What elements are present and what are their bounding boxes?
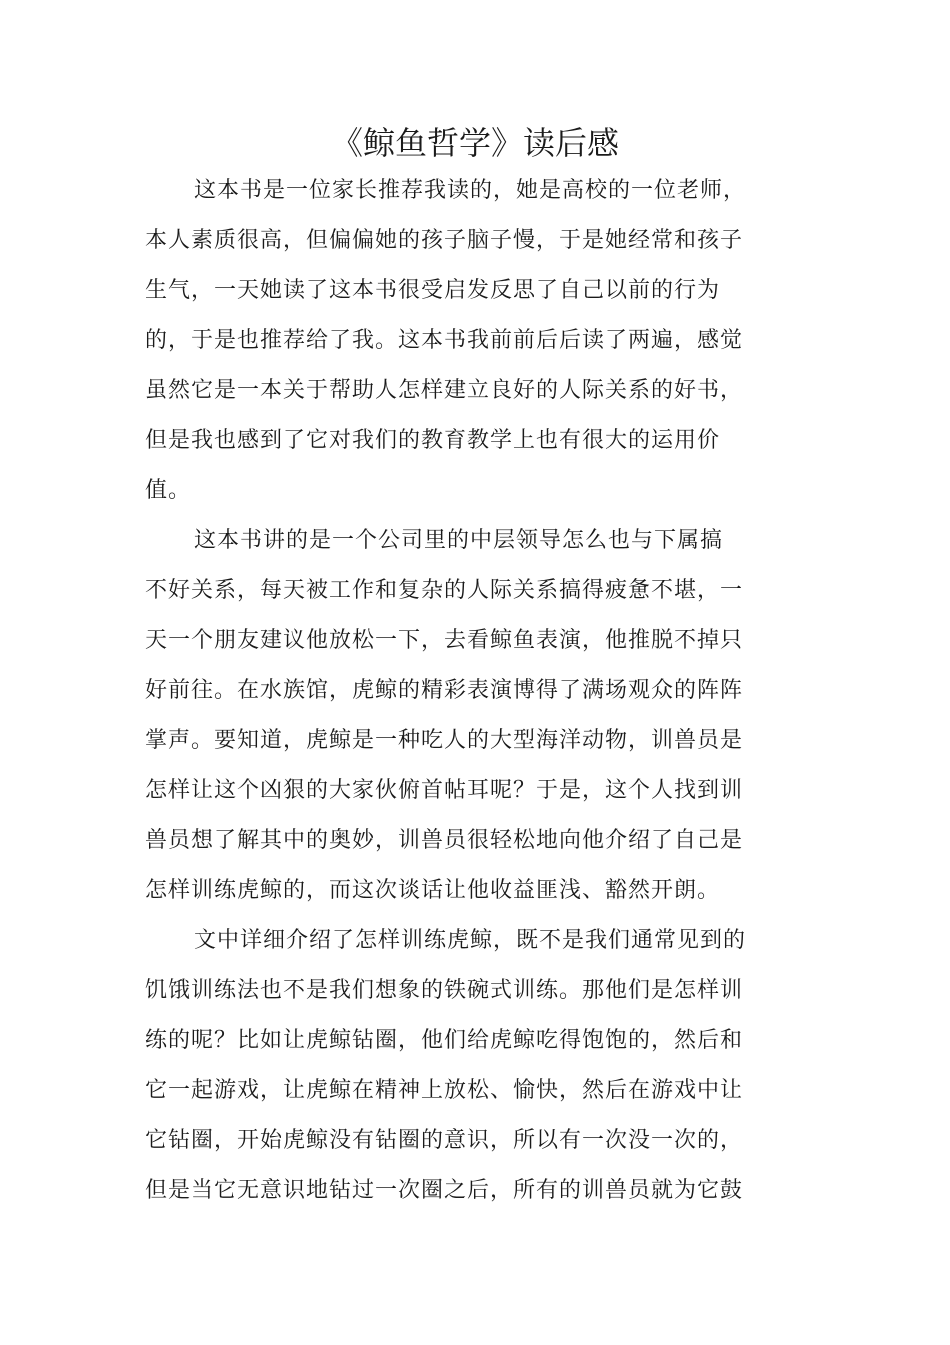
text-line: 这本书讲的是一个公司里的中层领导怎么也与下属搞: [194, 528, 724, 553]
document-title: 《鲸鱼哲学》读后感: [330, 124, 619, 162]
text-line: 饥饿训练法也不是我们想象的铁碗式训练。那他们是怎样训: [145, 978, 744, 1003]
text-line: 它一起游戏，让虎鲸在精神上放松、愉快，然后在游戏中让: [145, 1078, 744, 1103]
text-line: 天一个朋友建议他放松一下，去看鲸鱼表演，他推脱不掉只: [145, 628, 744, 653]
text-line: 但是我也感到了它对我们的教育教学上也有很大的运用价: [145, 428, 721, 453]
text-line: 这本书是一位家长推荐我读的，她是高校的一位老师，: [194, 178, 747, 203]
text-line: 怎样训练虎鲸的，而这次谈话让他收益匪浅、豁然开朗。: [145, 878, 721, 903]
text-line: 练的呢？比如让虎鲸钻圈，他们给虎鲸吃得饱饱的，然后和: [145, 1028, 744, 1053]
text-line: 虽然它是一本关于帮助人怎样建立良好的人际关系的好书，: [145, 378, 744, 403]
text-line: 值。: [145, 478, 192, 503]
text-line: 兽员想了解其中的奥妙，训兽员很轻松地向他介绍了自己是: [145, 828, 744, 853]
text-line: 好前往。在水族馆，虎鲸的精彩表演博得了满场观众的阵阵: [145, 678, 744, 703]
text-line: 掌声。要知道，虎鲸是一种吃人的大型海洋动物，训兽员是: [145, 728, 744, 753]
text-line: 本人素质很高，但偏偏她的孩子脑子慢，于是她经常和孩子: [145, 228, 744, 253]
text-line: 怎样让这个凶狠的大家伙俯首帖耳呢？于是，这个人找到训: [145, 778, 744, 803]
text-line: 它钻圈，开始虎鲸没有钻圈的意识，所以有一次没一次的，: [145, 1128, 744, 1153]
text-line: 的，于是也推荐给了我。这本书我前前后后读了两遍，感觉: [145, 328, 744, 353]
text-line: 但是当它无意识地钻过一次圈之后，所有的训兽员就为它鼓: [145, 1178, 744, 1203]
text-line: 不好关系，每天被工作和复杂的人际关系搞得疲惫不堪，一: [145, 578, 744, 603]
text-line: 生气，一天她读了这本书很受启发反思了自己以前的行为: [145, 278, 721, 303]
text-line: 文中详细介绍了怎样训练虎鲸，既不是我们通常见到的: [194, 928, 747, 953]
